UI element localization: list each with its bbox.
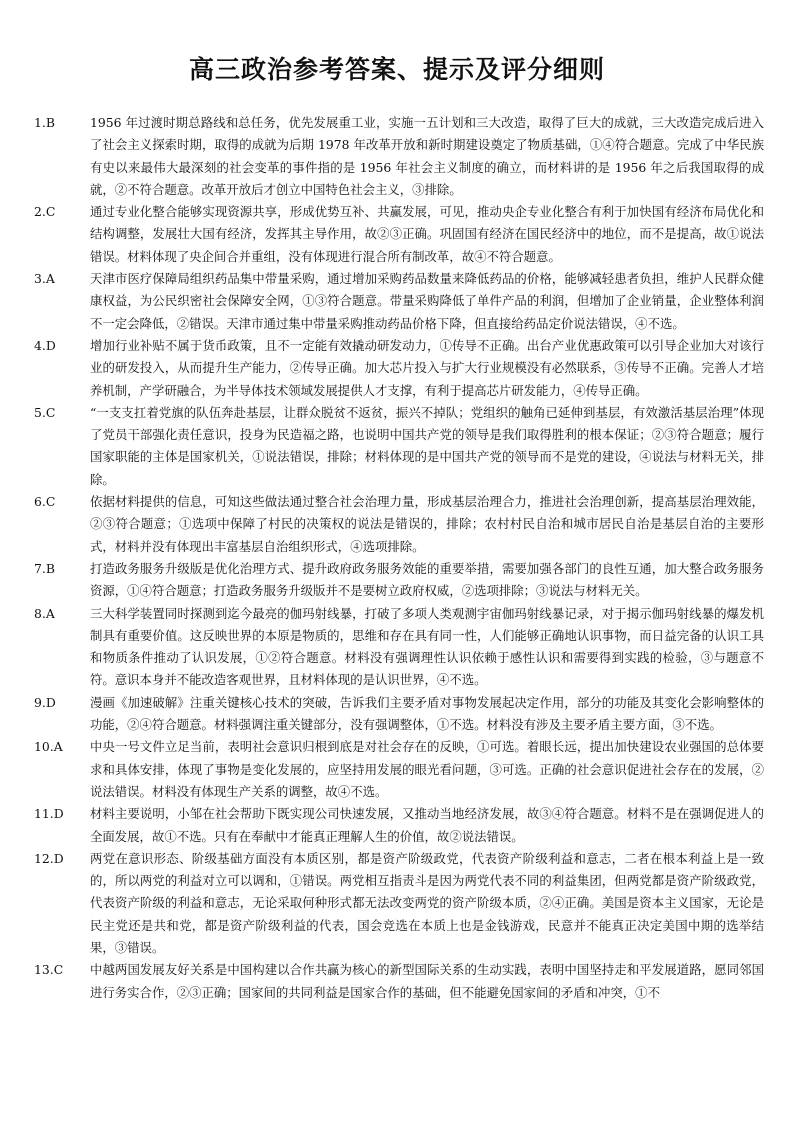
answer-explanation: 通过专业化整合能够实现资源共享，形成优势互补、共赢发展，可见，推动央企专业化整合有利于加快国有经济布局优化和结构调整，发展壮大国有经济，发挥其主导作用，故②③正确。巩固国有经济在国民经济中的地位，而不是提高，故①说法错误。材料体现了央企间合并重组，没有体现进行混合所有制改革，故④不符合题意。 <box>90 204 764 264</box>
answer-explanation: 漫画《加速破解》注重关键核心技术的突破，告诉我们主要矛盾对事物发展起决定作用，部分的功能及其变化会影响整体的功能，②④符合题意。材料强调注重关键部分，没有强调整体，①不选。材料没有涉及主要矛盾主要方面，③不选。 <box>90 694 764 733</box>
answer-choice: B <box>45 560 55 576</box>
question-number: 7. <box>34 560 46 576</box>
answer-label <box>34 112 90 134</box>
question-number: 3. <box>34 271 46 287</box>
answer-label <box>34 603 90 625</box>
answer-choice: D <box>45 337 56 353</box>
answer-explanation: 三大科学装置同时探测到迄今最亮的伽玛射线暴，打破了多项人类观测宇宙伽玛射线暴记录，对于揭示伽玛射线暴的爆发机制具有重要价值。这反映世界的本原是物质的，思维和存在具有同一性，人们能够正确地认识事物，而日益完备的认识工具和物质条件推动了认识发展，①②符合题意。材料没有强调理性认识依赖于感性认识和需要得到实践的检验，③与题意不符。意识本身并不能改造客观世界，且材料体现的是认识世界，④不选。 <box>90 605 764 688</box>
question-number: 12. <box>34 850 54 866</box>
answer-item <box>34 268 764 335</box>
question-number: 10. <box>34 739 54 755</box>
question-number: 6. <box>34 494 46 510</box>
answer-label <box>34 402 90 424</box>
answer-explanation: 材料主要说明，小邹在社会帮助下既实现公司快速发展，又推动当地经济发展，故③④符合题意。材料不是在强调促进人的全面发展，故①不选。只有在奉献中才能真正理解人生的价值，故②说法错误。 <box>90 806 764 844</box>
answer-item <box>34 558 764 603</box>
question-number: 4. <box>34 337 46 353</box>
answer-label <box>34 201 90 223</box>
answer-label <box>34 803 90 825</box>
answer-choice: B <box>45 115 55 130</box>
question-number: 9. <box>34 694 46 710</box>
answer-choice: D <box>45 694 56 710</box>
answer-explanation: 1956 年过渡时期总路线和总任务，优先发展重工业，实施一五计划和三大改造，取得了巨大的成就，三大改造完成后进入了社会主义探索时期，取得的成就为后期 1978 年改革开放和新时期建设奠定了物质基础，①④符合题意。完成了中华民族有史以来最伟大最深刻的社会变革的事件指的是 1956 年社会主义制度的确立，而材料讲的是 1956 年之后我国取得的成就，②不符合题意。改革开放后才创立中国特色社会主义，③排除。 <box>90 115 764 197</box>
question-number: 2. <box>34 204 46 220</box>
answer-label <box>34 692 90 714</box>
answer-choice: C <box>45 404 56 420</box>
answer-choice: D <box>53 850 64 866</box>
answer-item <box>34 803 764 848</box>
answer-explanation: 打造政务服务升级版是优化治理方式、提升政府政务服务效能的重要举措，需要加强各部门的良性互通，加大整合政务服务资源，①④符合题意；打造政务服务升级版并不是要树立政府权威，②选项排除；③说法与材料无关。 <box>90 560 764 599</box>
answer-label <box>34 736 90 758</box>
answer-item <box>34 491 764 558</box>
answer-item <box>34 335 764 402</box>
answer-label <box>34 335 90 357</box>
answer-explanation: 增加行业补贴不属于货币政策，且不一定能有效撬动研发动力，①传导不正确。出台产业优惠政策可以引导企业加大对该行业的研发投入，从而提升生产能力，②传导正确。加大芯片投入与扩大行业规模没有必然联系，③传导不正确。完善人才培养机制，产学研融合，为半导体技术领域发展提供人才支撑，有利于提高芯片研发能力，④传导正确。 <box>90 337 764 398</box>
answer-explanation: 中央一号文件立足当前，表明社会意识归根到底是对社会存在的反映，①可选。着眼长远，提出加快建设农业强国的总体要求和具体安排，体现了事物是变化发展的，应坚持用发展的眼光看问题，③可选。正确的社会意识促进社会存在的发展，②说法错误。材料没有体现生产关系的调整，故④不选。 <box>90 739 764 799</box>
question-number: 11. <box>34 806 54 822</box>
answer-item <box>34 848 764 959</box>
answer-choice: C <box>53 962 64 978</box>
answer-choice: A <box>45 605 55 621</box>
answer-choice: C <box>45 494 56 510</box>
answer-explanation: 天津市医疗保障局组织药品集中带量采购，通过增加采购药品数量来降低药品的价格，能够减轻患者负担，维护人民群众健康权益，为公民织密社会保障安全网，①③符合题意。带量采购降低了单件产品的利润，但增加了企业销量，企业整体利润不一定会降低，②错误。天津市通过集中带量采购推动药品价格下降，但直接给药品定价说法错误，④不选。 <box>90 271 764 331</box>
answer-choice: C <box>45 204 56 220</box>
answer-choice: A <box>45 271 55 287</box>
answer-item <box>34 959 764 1004</box>
answer-item <box>34 201 764 268</box>
answer-choice: D <box>53 806 64 822</box>
answer-item <box>34 112 764 201</box>
answer-item <box>34 736 764 803</box>
question-number: 8. <box>34 605 46 621</box>
answer-item <box>34 603 764 692</box>
answer-item <box>34 402 764 491</box>
question-number: 13. <box>34 962 54 978</box>
answer-explanation: 两党在意识形态、阶级基础方面没有本质区别，都是资产阶级政党，代表资产阶级利益和意志，二者在根本利益上是一致的，所以两党的利益对立可以调和，①错误。两党相互指责斗是因为两党代表不同的利益集团，但两党都是资产阶级政党，代表资产阶级的利益和意志，无论采取何种形式都无法改变两党的资产阶级本质，②④正确。美国是资本主义国家，无论是民主党还是共和党，都是资产阶级利益的代表，国会竞选在本质上也是金钱游戏，民意并不能真正决定美国中期的选举结果，③错误。 <box>90 850 764 955</box>
answer-item <box>34 692 764 737</box>
answer-label <box>34 848 90 870</box>
answer-explanation: “一支支扛着党旗的队伍奔赴基层，让群众脱贫不返贫，振兴不掉队；党组织的触角已延伸到基层，有效激活基层治理”体现了党员干部强化责任意识，投身为民造福之路，也说明中国共产党的领导是我们取得胜利的根本保证；②③符合题意；履行国家职能的主体是国家机关，①说法错误，排除；材料体现的是中国共产党的领导而不是党的建设，④说法与材料无关，排除。 <box>90 404 764 487</box>
answer-list <box>34 112 764 1004</box>
answer-choice: A <box>53 739 63 755</box>
answer-label <box>34 558 90 580</box>
page-title: 高三政治参考答案、提示及评分细则 <box>188 55 605 84</box>
answer-explanation: 中越两国发展友好关系是中国构建以合作共赢为核心的新型国际关系的生动实践，表明中国坚持走和平发展道路，愿同邻国进行务实合作，②③正确；国家间的共同利益是国家合作的基础，但不能避免国家间的矛盾和冲突，①不 <box>90 962 764 1000</box>
question-number: 1. <box>34 115 46 130</box>
question-number: 5. <box>34 404 46 420</box>
answer-label <box>34 268 90 290</box>
answer-explanation: 依据材料提供的信息，可知这些做法通过整合社会治理力量，形成基层治理合力，推进社会治理创新，提高基层治理效能，②③符合题意；①选项中保障了村民的决策权的说法是错误的，排除；农村村民自治和城市居民自治是基层自治的主要形式，材料并没有体现出丰富基层自治组织形式，④选项排除。 <box>90 494 764 554</box>
answer-label <box>34 959 90 981</box>
answer-label <box>34 491 90 513</box>
